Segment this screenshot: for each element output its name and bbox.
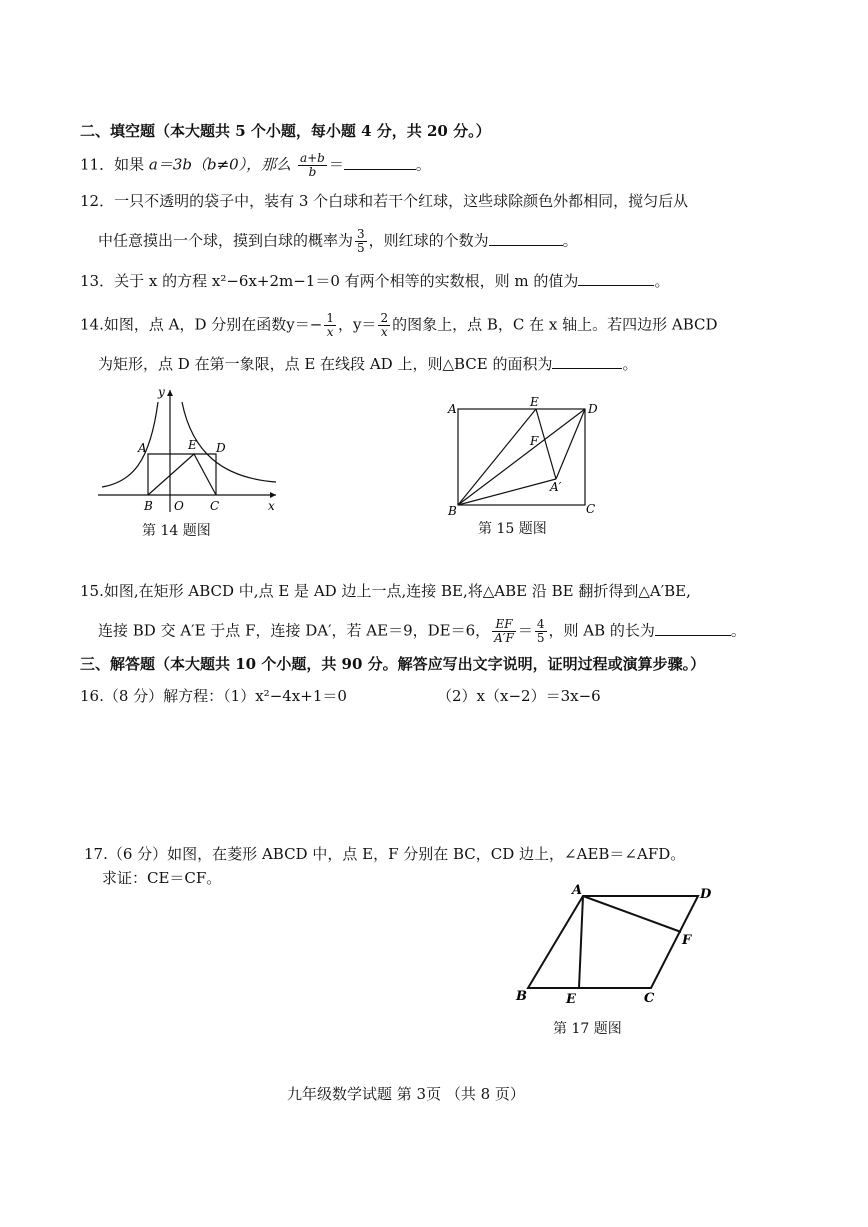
q14-fraction-2: $\frac{2}{x}$ — [380, 311, 389, 339]
question-15-line2 — [98, 618, 746, 645]
q15-text2: 连接 BD 交 A′E 于点 F，连接 DA′，若 AE＝9，DE＝6， — [98, 621, 491, 640]
label-e: E — [530, 395, 539, 409]
question-13 — [80, 271, 669, 291]
label-b: B — [516, 989, 527, 1004]
q14-end: 。 — [622, 355, 638, 373]
question-number: 11． — [80, 155, 115, 174]
section-title-solutions: 三、解答题（本大题共 10 个小题，共 90 分。解答应写出文字说明，证明过程或演算步骤。） — [80, 655, 706, 673]
question-14-line2 — [98, 354, 638, 374]
label-a: A — [138, 441, 147, 455]
segment-ba2 — [458, 479, 556, 505]
q11-end: 。 — [415, 155, 431, 174]
segment-be — [458, 409, 536, 505]
y-axis-arrow — [167, 390, 173, 396]
label-o: O — [174, 499, 184, 513]
triangle-bce — [148, 454, 216, 495]
rhombus-abcd — [528, 896, 698, 988]
segment-bd — [458, 409, 585, 505]
figure-15-caption: 第 15 题图 — [478, 521, 547, 537]
label-b: B — [144, 499, 153, 513]
question-16 — [80, 686, 347, 706]
curve-left — [102, 402, 158, 487]
figure-17 — [510, 876, 730, 1016]
label-d: D — [588, 402, 598, 416]
label-f: F — [682, 933, 692, 948]
label-e: E — [566, 992, 576, 1007]
figure-14-caption: 第 14 题图 — [142, 523, 211, 539]
question-number: 16. — [80, 687, 104, 705]
page-footer: 九年级数学试题 第 3页 （共 8 页） — [287, 1085, 525, 1103]
q14-text: 如图，点 A，D 分别在函数y＝− — [103, 315, 323, 334]
figure-14 — [92, 382, 292, 522]
question-17-line2: 求证：CE＝CF。 — [102, 869, 222, 887]
answer-blank[interactable] — [655, 621, 731, 636]
q11-expr: a＝3b（b≠0），那么 — [148, 155, 292, 174]
q12-fraction: $\frac{3}{5}$ — [357, 227, 365, 255]
question-14-line1 — [80, 312, 718, 339]
figure-17-caption: 第 17 题图 — [553, 1021, 622, 1037]
q17-text: （6 分）如图，在菱形 ABCD 中，点 E，F 分别在 BC，CD 边上，∠AEB＝∠AFD。 — [107, 845, 686, 863]
q11-equals: ＝ — [328, 155, 344, 174]
segment-af — [583, 896, 681, 932]
answer-blank[interactable] — [552, 354, 622, 369]
label-y: y — [158, 385, 165, 399]
label-x: x — [268, 499, 275, 513]
question-number: 17. — [84, 845, 108, 863]
question-number: 14. — [80, 315, 104, 334]
q15-text3: ，则 AB 的长为 — [548, 621, 655, 640]
q15-text: 如图,在矩形 ABCD 中,点 E 是 AD 边上一点,连接 BE,将△ABE 沿 BE 翻折得到△A′BE, — [103, 582, 691, 600]
q12-end: 。 — [562, 231, 578, 250]
question-number: 15. — [80, 582, 104, 600]
q15-fraction-2: $\frac{4}{5}$ — [536, 617, 545, 645]
q12-text: 一只不透明的袋子中，装有 3 个白球和若干个红球，这些球除颜色外都相同，搅匀后从 — [114, 192, 689, 210]
label-c: C — [210, 499, 220, 513]
q14-fraction-1: $\frac{1}{x}$ — [326, 311, 334, 339]
label-c: C — [644, 991, 655, 1006]
q15-end: 。 — [730, 621, 746, 640]
question-12-line2 — [98, 228, 578, 255]
question-12-line1 — [80, 191, 688, 211]
section-title-fill-blank: 二、填空题（本大题共 5 个小题，每小题 4 分，共 20 分。） — [80, 122, 491, 140]
q12-text2: 中任意摸出一个球，摸到白球的概率为 — [98, 231, 354, 250]
label-d: D — [216, 441, 226, 455]
figure-15 — [440, 395, 610, 520]
q11-fraction: $\frac{a+b}{b}$ — [299, 151, 325, 179]
q14-text4: 为矩形，点 D 在第一象限，点 E 在线段 AD 上，则△BCE 的面积为 — [98, 355, 553, 373]
q15-equals: ＝ — [517, 621, 533, 640]
answer-blank[interactable] — [578, 271, 654, 286]
question-17-line1 — [84, 844, 685, 864]
label-b: B — [448, 504, 457, 518]
q16-part1: （8 分）解方程：（1）x²−4x+1＝0 — [103, 687, 347, 705]
label-a: A — [448, 402, 457, 416]
question-number: 12． — [80, 192, 115, 210]
q12-text3: ，则红球的个数为 — [368, 231, 489, 250]
question-15-line1 — [80, 581, 691, 601]
label-a-prime: A′ — [550, 480, 562, 494]
x-axis-arrow — [270, 492, 276, 498]
q15-fraction-1: $\frac{EF}{A'F}$ — [494, 617, 514, 645]
answer-blank[interactable] — [344, 155, 416, 170]
q13-text: 关于 x 的方程 x²−6x+2m−1＝0 有两个相等的实数根，则 m 的值为 — [114, 272, 579, 290]
label-e: E — [188, 438, 197, 452]
label-c: C — [586, 502, 596, 516]
q11-text: 如果 — [114, 155, 149, 174]
q13-end: 。 — [654, 272, 670, 290]
rect-abcd — [148, 454, 216, 495]
segment-ae — [579, 896, 583, 988]
q14-text3: 的图象上，点 B，C 在 x 轴上。若四边形 ABCD — [392, 315, 718, 334]
q14-text2: ，y＝ — [337, 315, 377, 334]
label-a: A — [572, 883, 583, 898]
question-16-part2: （2）x（x−2）＝3x−6 — [437, 687, 601, 705]
label-f: F — [530, 434, 539, 448]
question-number: 13． — [80, 272, 115, 290]
label-d: D — [700, 887, 712, 902]
answer-blank[interactable] — [489, 231, 563, 246]
question-11 — [80, 152, 431, 179]
